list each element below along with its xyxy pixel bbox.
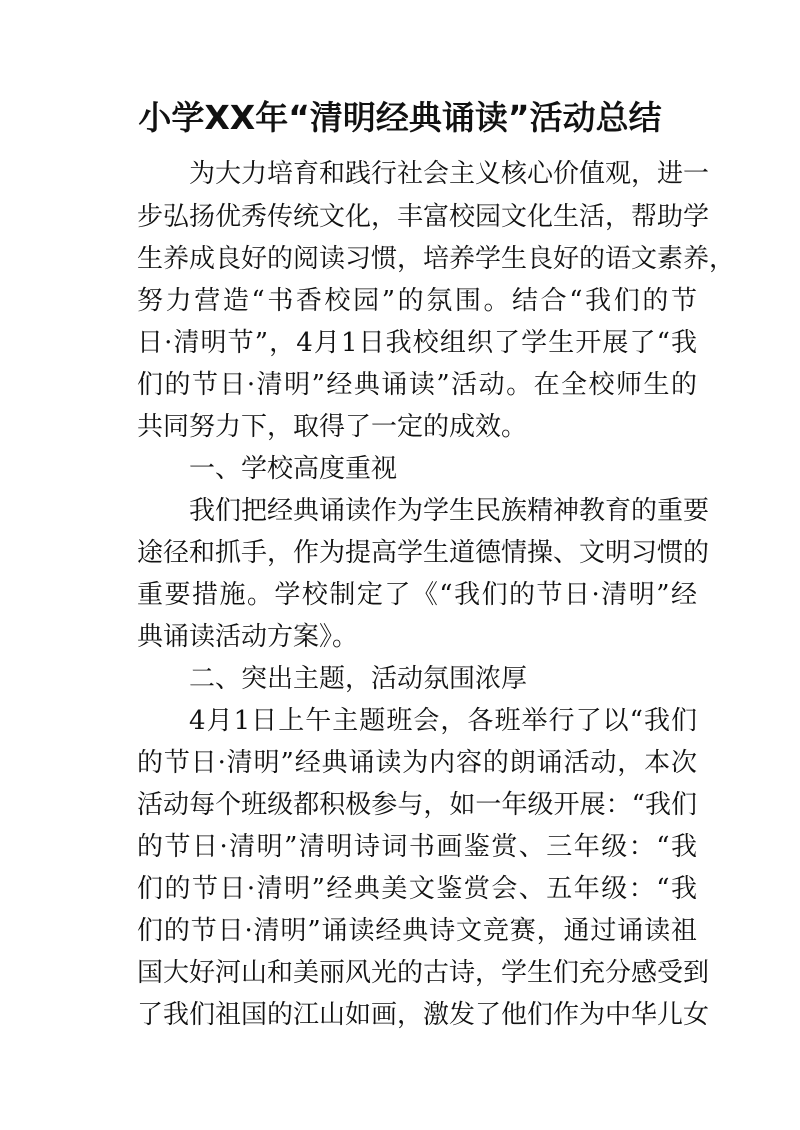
paragraph-line: 们的节日·清明”诵读经典诗文竞赛，通过诵读祖 (137, 916, 697, 946)
section-heading: 一、学校高度重视 (189, 454, 398, 484)
paragraph-line: 途径和抓手，作为提高学生道德情操、文明习惯的 (137, 538, 710, 568)
paragraph-line: 活动每个班级都积极参与，如一年级开展：“我们 (137, 790, 697, 820)
paragraph-line: 我们把经典诵读作为学生民族精神教育的重要 (189, 496, 710, 526)
paragraph-line: 们的节日·清明”经典美文鉴赏会、五年级：“我 (137, 874, 697, 904)
paragraph-line: 的节日·清明”经典诵读为内容的朗诵活动，本次 (137, 748, 697, 778)
paragraph-line: 生养成良好的阅读习惯，培养学生良好的语文素养， (137, 244, 736, 274)
paragraph-line: 共同努力下，取得了一定的成效。 (137, 412, 528, 442)
paragraph-line: 典诵读活动方案》。 (137, 622, 359, 652)
paragraph-line: 国大好河山和美丽风光的古诗，学生们充分感受到 (137, 958, 710, 988)
paragraph-line: 们的节日·清明”经典诵读”活动。在全校师生的 (137, 370, 697, 400)
paragraph-line: 步弘扬优秀传统文化，丰富校园文化生活，帮助学 (137, 202, 710, 232)
paragraph-line: 的节日·清明”清明诗词书画鉴赏、三年级：“我 (137, 832, 697, 862)
paragraph-line: 日·清明节”，4月1日我校组织了学生开展了“我 (137, 328, 697, 358)
paragraph-line: 努力营造“书香校园”的氛围。结合“我们的节 (137, 286, 697, 316)
paragraph-line: 重要措施。学校制定了《“我们的节日·清明”经 (137, 580, 697, 610)
paragraph-line: 了我们祖国的江山如画，激发了他们作为中华儿女 (137, 1000, 710, 1030)
paragraph-line: 4月1日上午主题班会，各班举行了以“我们 (189, 706, 697, 736)
paragraph-line: 为大力培育和践行社会主义核心价值观，进一 (189, 159, 710, 189)
section-heading: 二、突出主题，活动氛围浓厚 (189, 664, 528, 694)
document-title: 小学XX年“清明经典诵读”活动总结 (138, 98, 662, 137)
